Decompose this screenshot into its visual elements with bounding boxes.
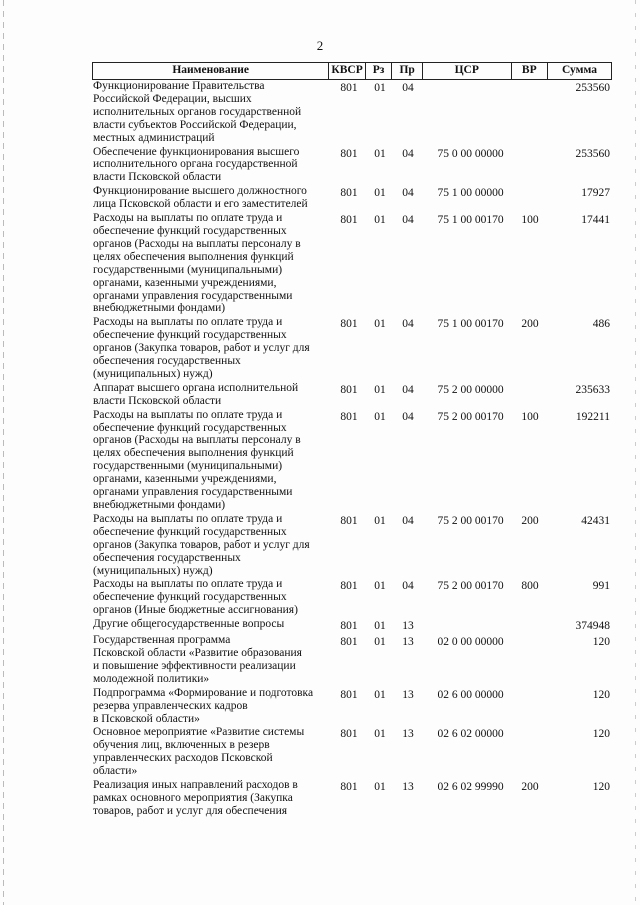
row-name-line: Российской Федерации, высших xyxy=(93,92,252,105)
table-row xyxy=(92,185,612,211)
table-row xyxy=(92,80,612,145)
row-rz: 01 xyxy=(374,688,386,701)
scan-edge-right xyxy=(635,0,636,905)
row-name-line: обеспечения государственных xyxy=(93,551,241,564)
row-csr: 02 6 02 00000 xyxy=(437,728,504,741)
row-name-line: Государственная программа xyxy=(93,634,231,647)
row-rz: 01 xyxy=(374,580,386,593)
row-vr xyxy=(512,185,548,211)
budget-table xyxy=(92,62,612,819)
row-pr: 04 xyxy=(402,147,414,160)
row-name-line: органов (Закупка товаров, работ и услуг для xyxy=(93,342,310,355)
row-sum: 486 xyxy=(592,318,610,331)
row-name-line: органами управления государственными xyxy=(93,486,293,499)
row-name xyxy=(92,618,331,633)
row-kvsr: 801 xyxy=(340,82,358,94)
row-name-line: товаров, работ и услуг для обеспечения xyxy=(93,804,288,817)
table-row xyxy=(92,726,612,778)
row-name-line: внебюджетными фондами) xyxy=(93,499,226,511)
row-name xyxy=(92,316,331,381)
row-name-line: Функционирование Правительства xyxy=(93,80,265,92)
row-kvsr: 801 xyxy=(340,214,358,227)
row-name-line: органами, казенными учреждениями, xyxy=(93,276,277,289)
row-name-line: и повышение эффективности реализации xyxy=(93,659,296,672)
row-name xyxy=(92,634,331,686)
row-name-line: молодежной политики» xyxy=(93,672,210,685)
row-name xyxy=(92,146,331,185)
row-sum: 374948 xyxy=(575,620,610,633)
row-name xyxy=(92,409,331,512)
table-row xyxy=(92,316,612,381)
row-name-line: целях обеспечения выполнения функций xyxy=(93,447,294,460)
table-row xyxy=(92,779,612,818)
row-name-line: целях обеспечения выполнения функций xyxy=(93,250,294,263)
row-name-line: Расходы на выплаты по оплате труда и xyxy=(93,578,283,591)
page-number: 2 xyxy=(316,38,324,53)
row-name-line: Аппарат высшего органа исполнительной xyxy=(93,381,299,394)
row-csr: 75 2 00 00000 xyxy=(437,383,504,396)
row-name xyxy=(92,212,331,315)
row-vr xyxy=(512,687,548,726)
row-csr: 75 1 00 00000 xyxy=(437,187,504,200)
row-name-line: обучения лиц, включенных в резерв xyxy=(93,739,270,752)
row-pr: 04 xyxy=(402,410,414,423)
row-csr: 75 2 00 00170 xyxy=(437,580,504,593)
table-row xyxy=(92,409,612,512)
row-sum: 42431 xyxy=(581,514,610,527)
row-pr: 04 xyxy=(402,514,414,527)
scan-edge-left xyxy=(3,0,4,905)
row-name xyxy=(92,779,331,818)
row-vr: 100 xyxy=(521,214,539,227)
row-pr: 13 xyxy=(402,620,414,633)
row-csr: 75 2 00 00170 xyxy=(437,514,504,527)
row-csr: 02 6 02 99990 xyxy=(437,781,504,794)
row-rz: 01 xyxy=(374,214,386,227)
row-sum: 120 xyxy=(592,636,610,649)
row-sum: 235633 xyxy=(575,383,610,396)
row-name-line: обеспечение функций государственных xyxy=(93,224,287,237)
table-row xyxy=(92,146,612,185)
row-kvsr: 801 xyxy=(340,514,358,527)
header-pr: Пр xyxy=(392,63,423,79)
header-sum: Сумма xyxy=(562,64,597,76)
row-kvsr: 801 xyxy=(340,187,358,200)
row-name-line: органов (Закупка товаров, работ и услуг для xyxy=(93,538,310,551)
row-vr xyxy=(512,634,548,686)
table-row xyxy=(92,618,612,633)
row-sum: 253560 xyxy=(575,82,610,94)
row-rz: 01 xyxy=(374,514,386,527)
row-name-line: органов (Расходы на выплаты персоналу в xyxy=(93,237,301,250)
row-pr: 13 xyxy=(402,636,414,649)
row-name xyxy=(92,80,331,145)
row-name-line: в Псковской области» xyxy=(93,712,200,725)
row-name-line: государственными (муниципальными) xyxy=(93,263,283,276)
row-rz: 01 xyxy=(374,187,386,200)
header-vr: ВР xyxy=(512,63,548,79)
row-sum: 991 xyxy=(592,580,610,593)
row-name-line: (муниципальных) нужд) xyxy=(93,564,213,577)
row-vr xyxy=(512,618,548,633)
row-vr: 800 xyxy=(521,580,539,593)
row-name-line: органами, казенными учреждениями, xyxy=(93,473,277,486)
row-name-line: обеспечение функций государственных xyxy=(93,591,287,604)
row-pr: 13 xyxy=(402,728,414,741)
row-name-line: власти субъектов Российской Федерации, xyxy=(93,118,297,131)
row-name-line: органами управления государственными xyxy=(93,289,293,302)
row-kvsr: 801 xyxy=(340,410,358,423)
row-name xyxy=(92,513,331,578)
row-name-line: внебюджетными фондами) xyxy=(93,302,226,315)
header-kvsr: КВСР xyxy=(329,63,365,79)
row-name-line: Расходы на выплаты по оплате труда и xyxy=(93,316,283,329)
row-kvsr: 801 xyxy=(340,781,358,794)
row-kvsr: 801 xyxy=(340,580,358,593)
row-csr: 75 1 00 00170 xyxy=(437,214,504,227)
row-name-line: обеспечение функций государственных xyxy=(93,421,287,434)
row-name xyxy=(92,185,331,211)
row-rz: 01 xyxy=(374,620,386,633)
row-kvsr: 801 xyxy=(340,620,358,633)
row-name-line: области» xyxy=(93,765,138,778)
row-name-line: Псковской области «Развитие образования xyxy=(93,646,302,659)
row-kvsr: 801 xyxy=(340,383,358,396)
row-sum: 192211 xyxy=(575,410,610,423)
row-pr: 13 xyxy=(402,688,414,701)
row-name-line: Подпрограмма «Формирование и подготовка xyxy=(93,686,314,699)
table-row xyxy=(92,578,612,617)
row-name-line: местных администраций xyxy=(93,131,215,144)
row-name-line: Расходы на выплаты по оплате труда и xyxy=(93,212,283,225)
table-header xyxy=(92,62,612,80)
row-name xyxy=(92,726,331,778)
row-name-line: Реализация иных направлений расходов в xyxy=(93,779,298,792)
row-name-line: власти Псковской области xyxy=(93,394,222,407)
row-name-line: Функционирование высшего должностного xyxy=(93,185,307,198)
row-name-line: исполнительных органов государственной xyxy=(93,105,302,118)
row-csr: 75 1 00 00170 xyxy=(437,318,504,331)
row-csr xyxy=(423,618,512,633)
row-name-line: рамках основного мероприятия (Закупка xyxy=(93,791,293,804)
row-rz: 01 xyxy=(374,318,386,331)
table-row xyxy=(92,382,612,408)
row-vr: 200 xyxy=(521,318,539,331)
row-name-line: государственными (муниципальными) xyxy=(93,460,283,473)
row-pr: 13 xyxy=(402,781,414,794)
row-vr xyxy=(512,382,548,408)
row-name xyxy=(92,687,331,726)
table-row xyxy=(92,513,612,578)
row-name xyxy=(92,382,331,408)
header-csr: ЦСР xyxy=(423,63,512,79)
row-rz: 01 xyxy=(374,410,386,423)
row-pr: 04 xyxy=(402,187,414,200)
header-name: Наименование xyxy=(93,63,329,79)
row-rz: 01 xyxy=(374,147,386,160)
row-csr: 02 0 00 00000 xyxy=(437,636,504,649)
row-name-line: Расходы на выплаты по оплате труда и xyxy=(93,408,283,421)
row-vr xyxy=(512,80,548,145)
row-rz: 01 xyxy=(374,82,386,94)
row-vr: 200 xyxy=(521,781,539,794)
row-name-line: исполнительного органа государственной xyxy=(93,158,298,171)
row-name-line: лица Псковской области и его заместителей xyxy=(93,198,308,211)
row-name-line: (муниципальных) нужд) xyxy=(93,367,213,380)
row-name-line: обеспечение функций государственных xyxy=(93,329,287,342)
row-csr: 75 0 00 00000 xyxy=(437,147,504,160)
table-row xyxy=(92,634,612,686)
row-csr xyxy=(423,80,512,145)
table-body xyxy=(92,80,612,819)
row-sum: 120 xyxy=(592,781,610,794)
row-sum: 120 xyxy=(592,728,610,741)
row-kvsr: 801 xyxy=(340,636,358,649)
row-vr: 100 xyxy=(521,410,539,423)
row-kvsr: 801 xyxy=(340,318,358,331)
table-row xyxy=(92,687,612,726)
row-name-line: управленческих расходов Псковской xyxy=(93,752,273,765)
row-pr: 04 xyxy=(402,383,414,396)
row-rz: 01 xyxy=(374,636,386,649)
row-name-line: власти Псковской области xyxy=(93,171,222,184)
row-vr: 200 xyxy=(521,514,539,527)
row-rz: 01 xyxy=(374,383,386,396)
row-pr: 04 xyxy=(402,580,414,593)
header-rz: Рз xyxy=(366,63,393,79)
row-name xyxy=(92,578,331,617)
row-sum: 120 xyxy=(592,688,610,701)
row-kvsr: 801 xyxy=(340,688,358,701)
row-rz: 01 xyxy=(374,728,386,741)
row-name-line: органов (Иные бюджетные ассигнования) xyxy=(93,604,298,617)
row-name-line: Основное мероприятие «Развитие системы xyxy=(93,726,305,739)
row-pr: 04 xyxy=(402,214,414,227)
row-name-line: резерва управленческих кадров xyxy=(93,699,248,712)
row-name-line: Расходы на выплаты по оплате труда и xyxy=(93,512,283,525)
row-pr: 04 xyxy=(402,318,414,331)
row-sum: 17441 xyxy=(581,214,610,227)
row-name-line: обеспечение функций государственных xyxy=(93,525,287,538)
row-kvsr: 801 xyxy=(340,728,358,741)
row-sum: 253560 xyxy=(575,147,610,160)
row-gap xyxy=(92,818,612,819)
row-csr: 02 6 00 00000 xyxy=(437,688,504,701)
row-name-line: Обеспечение функционирования высшего xyxy=(93,145,300,158)
row-vr xyxy=(512,146,548,185)
row-csr: 75 2 00 00170 xyxy=(437,410,504,423)
row-rz: 01 xyxy=(374,781,386,794)
row-vr xyxy=(512,726,548,778)
row-name-line: органов (Расходы на выплаты персоналу в xyxy=(93,434,301,447)
row-pr: 04 xyxy=(402,82,414,94)
row-name-line: Другие общегосударственные вопросы xyxy=(93,618,285,631)
row-name-line: обеспечения государственных xyxy=(93,355,241,368)
row-kvsr: 801 xyxy=(340,147,358,160)
table-row xyxy=(92,212,612,315)
row-sum: 17927 xyxy=(581,187,610,200)
